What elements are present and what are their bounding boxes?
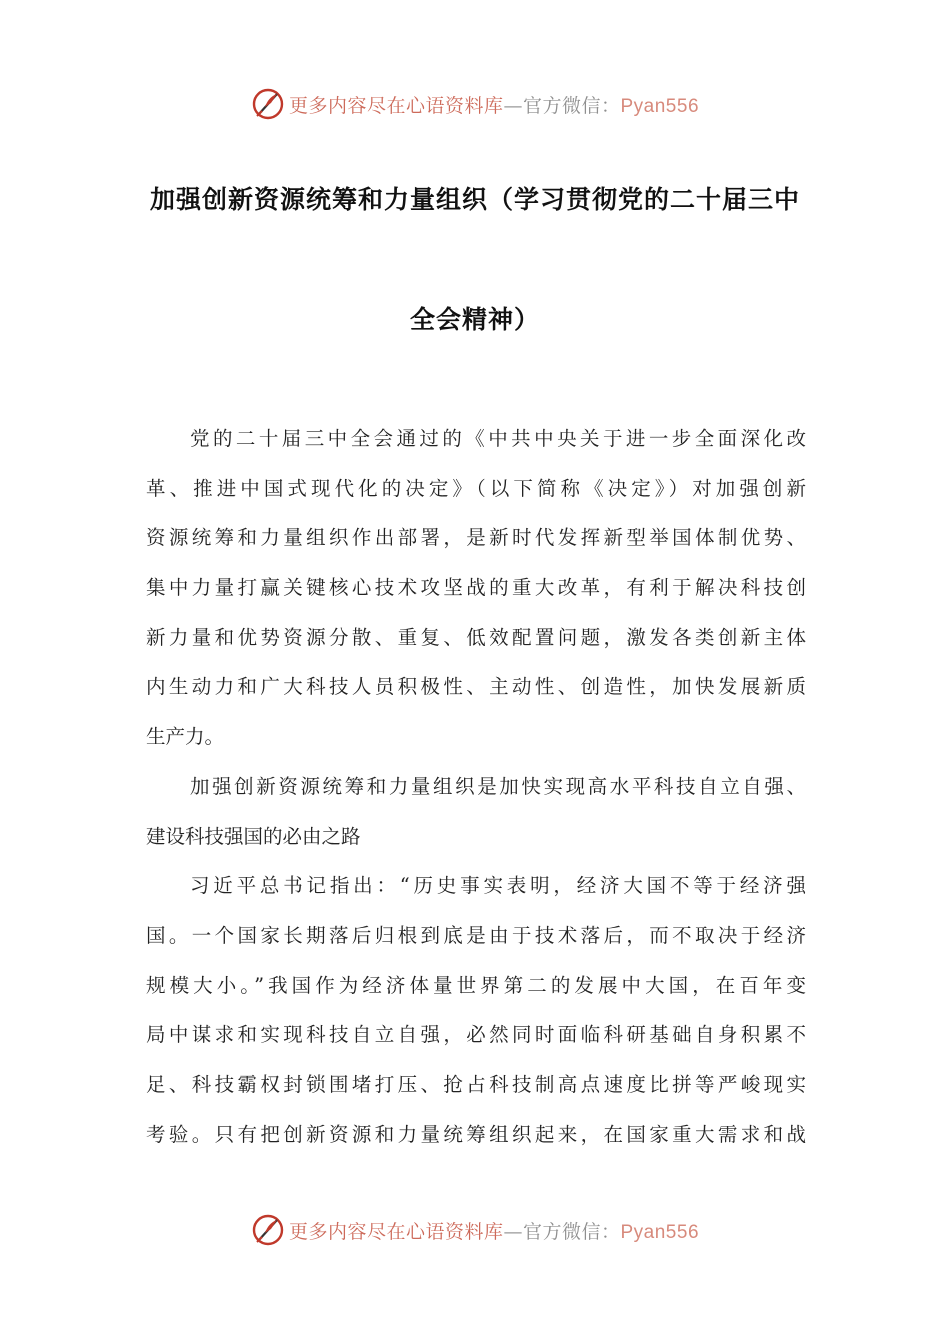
body-line: 足、科技霸权封锁围堵打压、抢占科技制高点速度比拼等严峻现实 xyxy=(146,1072,806,1096)
body-line: 习近平总书记指出：“历史事实表明，经济大国不等于经济强 xyxy=(190,874,806,898)
body-line: 党的二十届三中全会通过的《中共中央关于进一步全面深化改 xyxy=(190,427,806,450)
footer-watermark xyxy=(0,1210,950,1250)
body-line: 集中力量打赢关键核心技术攻坚战的重大改革，有利于解决科技创 xyxy=(146,576,806,600)
body-line: 内生动力和广大科技人员积极性、主动性、创造性，加快发展新质 xyxy=(146,675,806,699)
document-body xyxy=(146,414,806,1159)
body-line: 革、推进中国式现代化的决定》（以下简称《决定》）对加强创新 xyxy=(146,476,806,500)
body-line: 建设科技强国的必由之路 xyxy=(146,824,361,848)
document-title-line-1: 加强创新资源统筹和力量组织（学习贯彻党的二十届三中 xyxy=(149,185,800,214)
header-watermark xyxy=(0,84,950,124)
body-line: 新力量和优势资源分散、重复、低效配置问题，激发各类创新主体 xyxy=(146,625,806,649)
quill-logo-icon xyxy=(251,1213,285,1247)
body-line: 加强创新资源统筹和力量组织是加快实现高水平科技自立自强、 xyxy=(190,774,806,798)
watermark-id: Pyan556 xyxy=(620,95,700,117)
quill-logo-icon xyxy=(251,87,285,121)
document-title-line-2: 全会精神） xyxy=(409,305,540,334)
watermark-text: 更多内容尽在心语资料库 xyxy=(288,94,504,117)
watermark-text: 更多内容尽在心语资料库 xyxy=(288,1220,504,1243)
body-line: 资源统筹和力量组织作出部署，是新时代发挥新型举国体制优势、 xyxy=(146,526,806,550)
watermark-separator: — xyxy=(503,1220,523,1243)
body-line: 国。一个国家长期落后归根到底是由于技术落后，而不取决于经济 xyxy=(146,923,806,947)
body-line: 规模大小。”我国作为经济体量世界第二的发展中大国，在百年变 xyxy=(146,973,806,997)
body-line: 局中谋求和实现科技自立自强，必然同时面临科研基础自身积累不 xyxy=(146,1023,806,1047)
watermark-separator: — xyxy=(503,94,523,117)
body-line: 考验。只有把创新资源和力量统筹组织起来，在国家重大需求和战 xyxy=(146,1122,806,1146)
watermark-id: Pyan556 xyxy=(620,1221,700,1243)
body-line: 生产力。 xyxy=(146,725,225,749)
watermark-label: 官方微信： xyxy=(522,94,621,117)
watermark-label: 官方微信： xyxy=(522,1220,621,1243)
